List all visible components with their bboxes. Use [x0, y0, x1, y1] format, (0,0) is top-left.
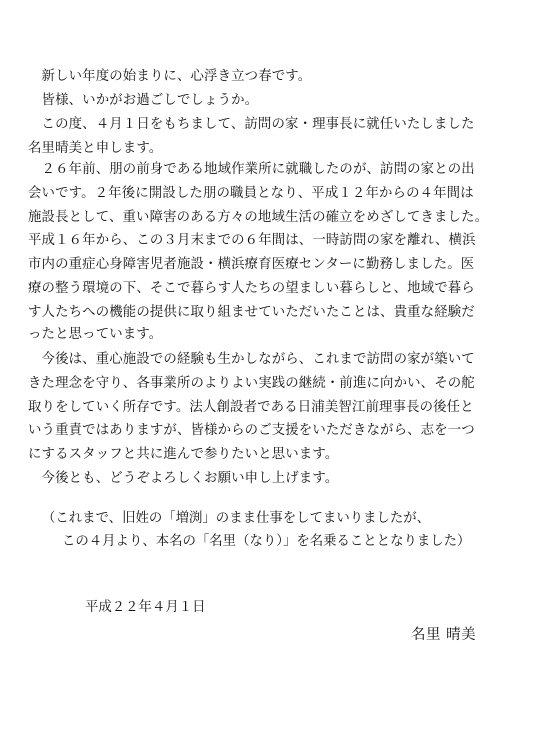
letter-line: 新しい年度の始まりに、心浮き立つ春です。 [28, 69, 312, 84]
letter-line: 今後とも、どうぞよろしくお願い申し上げます。 [28, 471, 339, 486]
letter-date: 平成２２年４月１日 [85, 600, 206, 615]
letter-line: いう重責ではありますが、皆様からのご支援をいただきながら、志を一つ [28, 423, 475, 438]
letter-line: 皆様、いかがお過ごしでしょうか。 [28, 93, 259, 108]
name-change-note-line-2: この４月より、本名の「名里（なり）」を名乗ることとなりました） [62, 534, 471, 549]
name-change-note-line-1: （これまで、旧姓の「増渕」のまま仕事をしてまいりましたが、 [42, 511, 431, 526]
letter-line: にするスタッフと共に進んで参りたいと思います。 [28, 447, 339, 462]
letter-line: 会いです。２年後に開設した朋の職員となり、平成１２年からの４年間は [28, 186, 474, 201]
letter-line: ったと思っています。 [28, 327, 163, 342]
letter-line: 名里晴美と申します。 [28, 141, 163, 156]
letter-line: す人たちへの機能の提供に取り組ませていただいたことは、貴重な経験だ [28, 305, 475, 320]
letter-line: ２６年前、朋の前身である地域作業所に就職したのが、訪問の家との出 [28, 162, 475, 177]
letter-line: 療の整う環境の下、そこで暮らす人たちの望ましい暮らしと、地域で暮ら [28, 281, 475, 296]
letter-line: 今後は、重心施設での経験も生かしながら、これまで訪問の家が築いて [28, 352, 475, 367]
signature-name: 名里 晴美 [411, 627, 477, 643]
letter-line: 施設長として、重い障害のある方々の地域生活の確立をめざしてきました。 [28, 210, 489, 225]
letter-line: きた理念を守り、各事業所のよりよい実践の継続・前進に向かい、その舵 [28, 376, 475, 391]
letter-line: 取りをしていく所存です。法人創設者である日浦美智江前理事長の後任と [28, 400, 474, 415]
letter-line: この度、４月１日をもちまして、訪問の家・理事長に就任いたしました [28, 117, 475, 132]
letter-line: 市内の重症心身障害児者施設・横浜療育医療センターに勤務しました。医 [28, 257, 475, 272]
letter-line: 平成１６年から、この３月末までの６年間は、一時訪問の家を離れ、横浜 [28, 233, 476, 248]
